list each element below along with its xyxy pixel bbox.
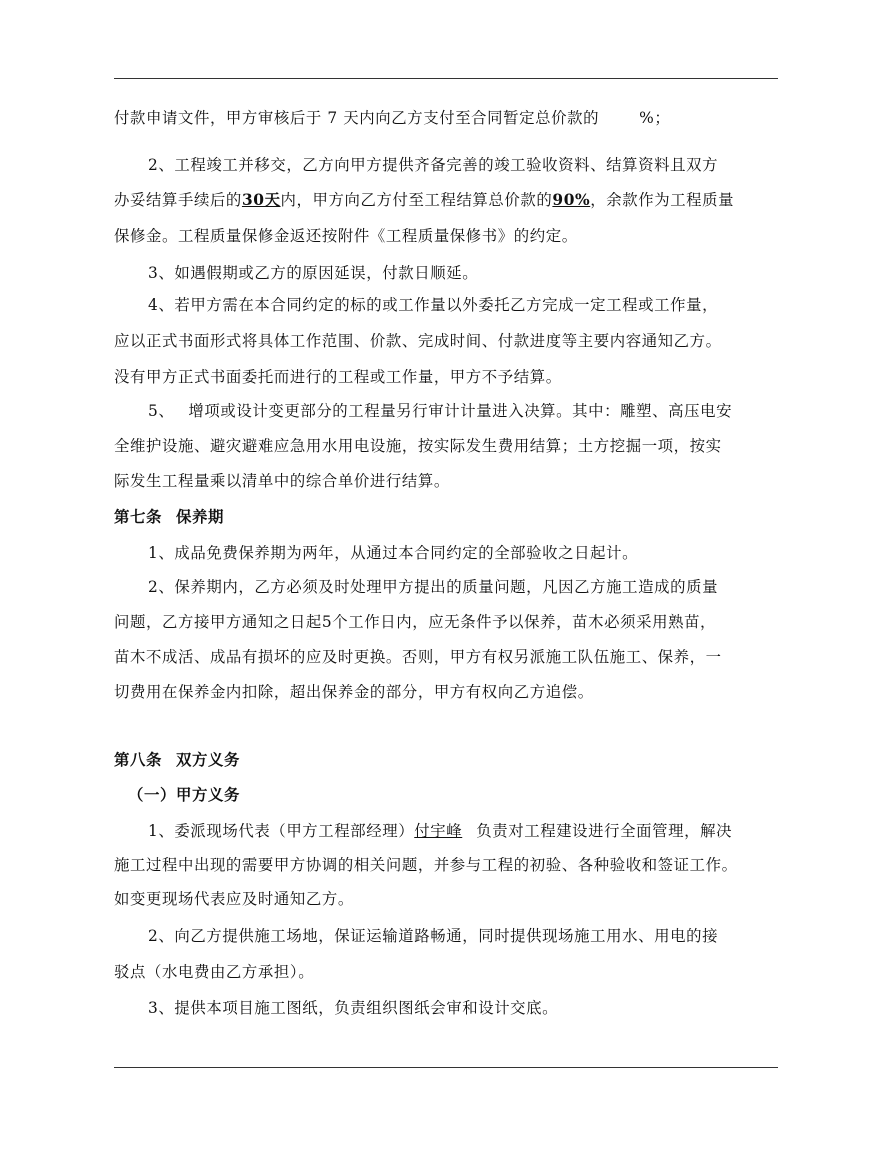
text-span: 增项或设计变更部分的工程量另行审计计量进入决算。其中：雕塑、高压电安 (188, 402, 733, 420)
text-line: 4、若甲方需在本合同约定的标的或工作量以外委托乙方完成一定工程或工作量， (148, 296, 719, 314)
text-line: 3、如遇假期或乙方的原因延误，付款日顺延。 (148, 264, 479, 282)
text-span: 5、 (148, 402, 175, 420)
text-line: 驳点（水电费由乙方承担）。 (114, 963, 315, 981)
underlined-value: 90% (552, 191, 591, 209)
text-line: 应以正式书面形式将具体工作范围、价款、完成时间、付款进度等主要内容通知乙方。 (114, 332, 722, 350)
text-span: 1、委派现场代表（甲方工程部经理） (148, 822, 415, 840)
text-span: 内，甲方向乙方付至工程结算总价款的 (280, 191, 553, 209)
text-line: 施工过程中出现的需要甲方协调的相关问题，并参与工程的初验、各种验收和签证工作。 (114, 856, 738, 874)
subsection-heading: （一）甲方义务 (128, 786, 240, 804)
text-span: 负责对工程建设进行全面管理，解决 (476, 822, 733, 840)
underlined-name: 付宇峰 (414, 822, 463, 840)
text-line: 际发生工程量乘以清单中的综合单价进行结算。 (114, 472, 450, 490)
text-line: 没有甲方正式书面委托而进行的工程或工作量，甲方不予结算。 (114, 368, 562, 386)
section-heading (114, 745, 786, 775)
text-line: 保修金。工程质量保修金返还按附件《工程质量保修书》的约定。 (114, 227, 578, 245)
text-span: 付款申请文件，甲方审核后于 7 天内向乙方支付至合同暂定总价款的 (114, 109, 600, 127)
text-line (148, 816, 786, 846)
footer-rule (114, 1067, 778, 1068)
text-line: 3、提供本项目施工图纸，负责组织图纸会审和设计交底。 (148, 999, 559, 1017)
text-span: %； (639, 109, 671, 127)
section-number: 第八条 (114, 751, 162, 769)
text-line (114, 185, 786, 215)
text-line: 如变更现场代表应及时通知乙方。 (114, 890, 354, 908)
text-line: 2、向乙方提供施工场地，保证运输道路畅通，同时提供现场施工用水、用电的接 (148, 927, 719, 945)
text-line: 1、成品免费保养期为两年，从通过本合同约定的全部验收之日起计。 (148, 544, 639, 562)
text-line: 苗木不成活、成品有损坏的应及时更换。否则，甲方有权另派施工队伍施工、保养，一 (114, 648, 722, 666)
section-heading (114, 502, 786, 532)
text-span: ，余款作为工程质量 (590, 191, 735, 209)
text-line (114, 103, 786, 133)
text-line: 2、工程竣工并移交，乙方向甲方提供齐备完善的竣工验收资料、结算资料且双方 (148, 156, 719, 174)
text-line: 问题，乙方接甲方通知之日起5个工作日内，应无条件予以保养，苗木必须采用熟苗， (114, 613, 717, 631)
text-line (148, 396, 786, 426)
text-line: 切费用在保养金内扣除，超出保养金的部分，甲方有权向乙方追偿。 (114, 683, 594, 701)
section-title: 双方义务 (175, 751, 240, 769)
header-rule (114, 78, 778, 79)
underlined-value: 30天 (241, 191, 281, 209)
text-line: 2、保养期内，乙方必须及时处理甲方提出的质量问题，凡因乙方施工造成的质量 (148, 578, 719, 596)
text-span: 办妥结算手续后的 (114, 191, 242, 209)
section-number: 第七条 (114, 508, 162, 526)
section-title: 保养期 (175, 508, 224, 526)
text-line: 全维护设施、避灾避难应急用水用电设施，按实际发生费用结算；土方挖掘一项，按实 (114, 437, 722, 455)
